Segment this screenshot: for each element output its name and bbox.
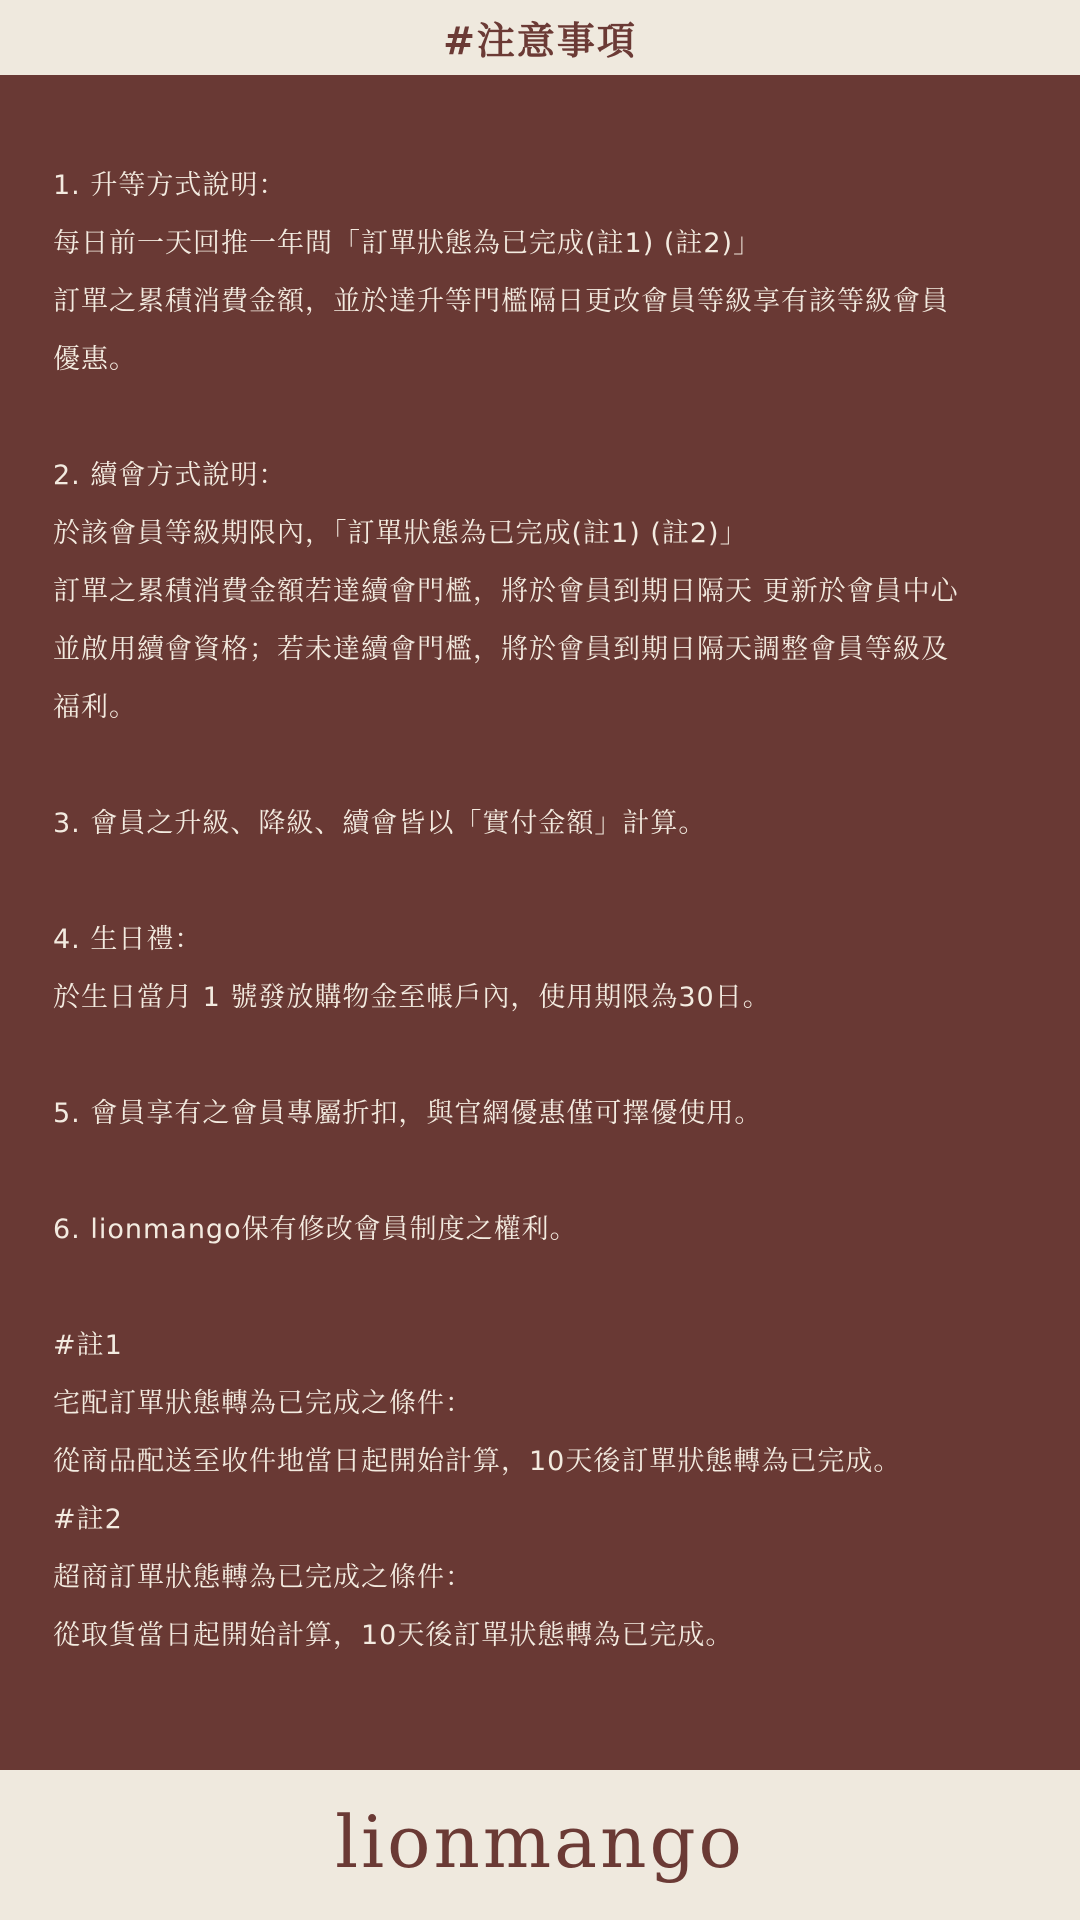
section-2-text: 訂單之累積消費金額若達續會門檻，將於會員到期日隔天 更新於會員中心 xyxy=(53,576,959,607)
notes-list xyxy=(53,157,1053,1665)
section-4-text: 於生日當月 1 號發放購物金至帳戶內，使用期限為30日。 xyxy=(53,982,771,1013)
spacer xyxy=(53,853,1053,911)
footnote-1-text: 宅配訂單狀態轉為已完成之條件： xyxy=(53,1388,473,1419)
footnote-2-text: 從取貨當日起開始計算，10天後訂單狀態轉為已完成。 xyxy=(53,1620,734,1651)
section-1-text: 訂單之累積消費金額，並於達升等門檻隔日更改會員等級享有該等級會員 xyxy=(53,286,949,317)
section-2-text: 於該會員等級期限內，「訂單狀態為已完成(註1) (註2)」 xyxy=(53,518,748,549)
section-1-text: 優惠。 xyxy=(53,344,137,375)
section-2-text: 並啟用續會資格；若未達續會門檻，將於會員到期日隔天調整會員等級及 xyxy=(53,634,949,665)
footer-bar xyxy=(0,1770,1080,1920)
page-title: #注意事項 xyxy=(443,19,637,63)
spacer xyxy=(53,389,1053,447)
lionmango-logo: lionmango xyxy=(335,1800,745,1884)
footnote-2-label: #註2 xyxy=(53,1504,123,1535)
spacer xyxy=(53,1143,1053,1201)
spacer xyxy=(53,1259,1053,1317)
spacer xyxy=(53,737,1053,795)
section-5-text: 5. 會員享有之會員專屬折扣，與官網優惠僅可擇優使用。 xyxy=(53,1098,763,1129)
section-6-text: 6. lionmango保有修改會員制度之權利。 xyxy=(53,1214,578,1245)
section-1-heading: 1. 升等方式說明： xyxy=(53,170,287,201)
section-2-heading: 2. 續會方式說明： xyxy=(53,460,287,491)
spacer xyxy=(53,1027,1053,1085)
header-bar xyxy=(0,0,1080,75)
footnote-1-text: 從商品配送至收件地當日起開始計算，10天後訂單狀態轉為已完成。 xyxy=(53,1446,902,1477)
notes-panel xyxy=(0,75,1080,1770)
section-3-text: 3. 會員之升級、降級、續會皆以「實付金額」計算。 xyxy=(53,808,707,839)
section-4-heading: 4. 生日禮： xyxy=(53,924,203,955)
section-2-text: 福利。 xyxy=(53,692,137,723)
footnote-1-label: #註1 xyxy=(53,1330,123,1361)
section-1-text: 每日前一天回推一年間「訂單狀態為已完成(註1) (註2)」 xyxy=(53,228,762,259)
footnote-2-text: 超商訂單狀態轉為已完成之條件： xyxy=(53,1562,473,1593)
